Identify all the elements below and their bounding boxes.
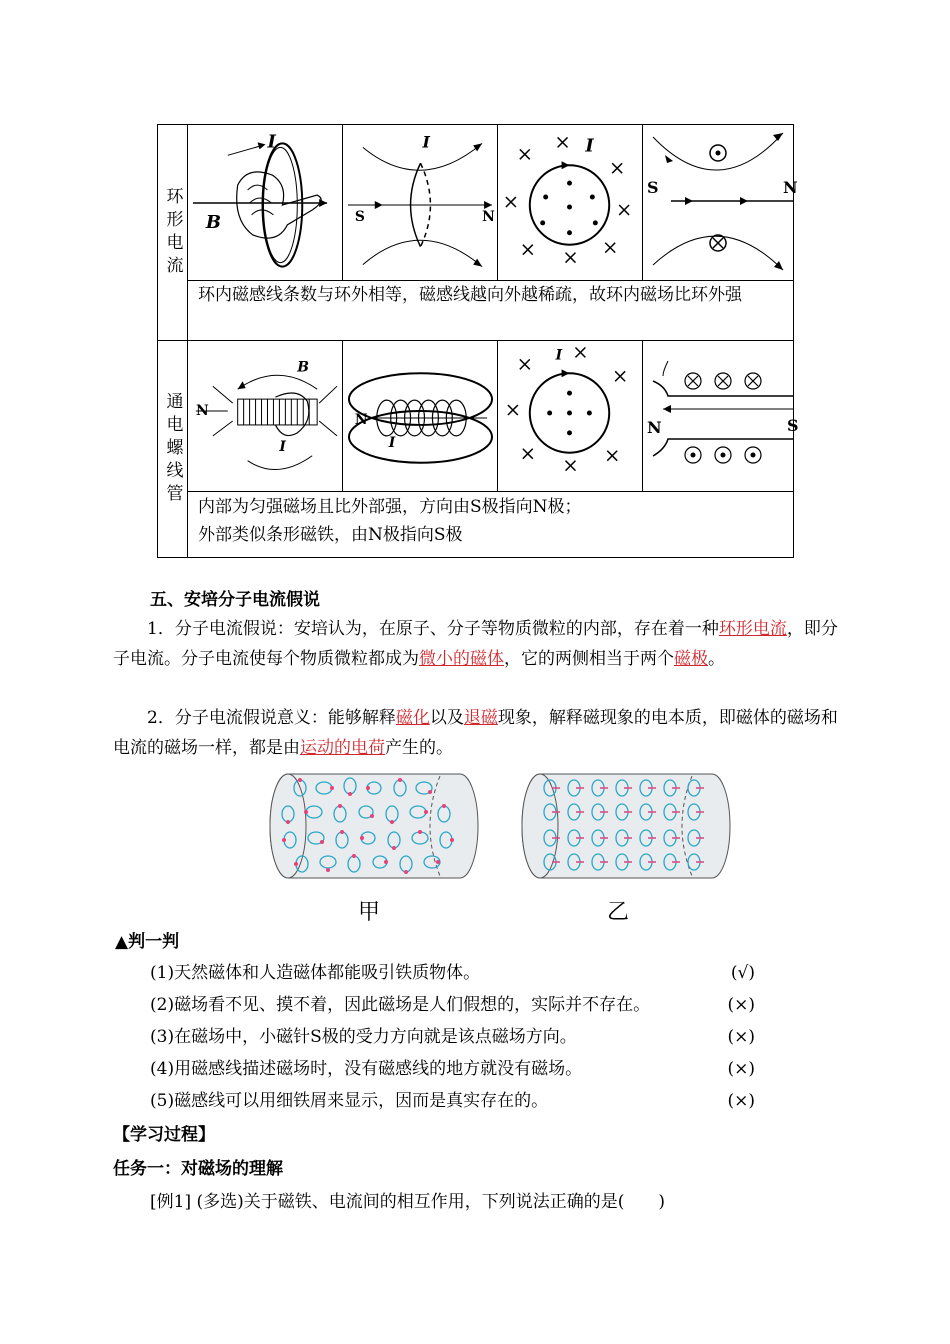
task-heading: 任务一：对磁场的理解 <box>113 1159 283 1179</box>
ring-fig1-field-label: B <box>205 211 221 233</box>
section5-paragraph2 <box>113 703 838 763</box>
ring-current-description: 环内磁感线条数与环外相等，磁感线越向外越稀疏，故环内磁场比环外强 <box>198 285 742 305</box>
p1-red-tiny-magnet: 微小的磁体 <box>419 649 504 669</box>
judge-item-3-answer: (×) <box>727 1027 755 1047</box>
ring-current-label-cell <box>158 125 188 340</box>
ring-current-label: 环形电流 <box>162 186 183 279</box>
field-table <box>157 124 799 558</box>
p1-text-b: ，即分子电流。分子电流使每个物质微粒都成为 <box>113 619 838 669</box>
judge-item-5-answer: (×) <box>727 1091 755 1111</box>
solenoid-fig4-south-label: S <box>787 416 799 435</box>
cylinder-yi-label: 乙 <box>607 900 630 925</box>
solenoid-fig1-north-label: N <box>195 403 209 420</box>
cylinder-jia-figure <box>260 766 480 891</box>
judge-item-1-text: (1)天然磁体和人造磁体都能吸引铁质物体。 <box>150 963 481 983</box>
section5-paragraph1 <box>113 614 838 674</box>
solenoid-row <box>158 341 799 557</box>
ring-hand-rule-figure <box>188 125 343 280</box>
judge-item-2 <box>150 990 755 1020</box>
judge-item-2-answer: (×) <box>727 995 755 1015</box>
solenoid-field-lines-figure <box>343 341 498 491</box>
ring-fig2-south-label: S <box>354 208 365 225</box>
judge-item-3-text: (3)在磁场中，小磁针S极的受力方向就是该点磁场方向。 <box>150 1027 577 1047</box>
solenoid-fig2-current-label: I <box>388 434 396 451</box>
p1-text-a: 1．分子电流假说：安培认为，在原子、分子等物质微粒的内部，存在着一种 <box>147 619 719 639</box>
judge-item-5-text: (5)磁感线可以用细铁屑来显示，因而是真实存在的。 <box>150 1091 549 1111</box>
ring-side-view-figure <box>643 125 798 280</box>
cylinder-jia-label: 甲 <box>358 900 381 925</box>
p1-red-poles: 磁极 <box>674 649 708 669</box>
ring-current-figures <box>188 125 798 281</box>
judge-item-2-text: (2)磁场看不见、摸不着，因此磁场是人们假想的，实际并不存在。 <box>150 995 651 1015</box>
ring-current-row <box>158 125 798 341</box>
solenoid-fig1-current-label: I <box>279 438 286 455</box>
p2-text-d: 产生的。 <box>385 738 453 758</box>
solenoid-description <box>198 493 783 549</box>
p2-red-moving-charge: 运动的电荷 <box>300 738 385 758</box>
solenoid-figures <box>188 341 799 492</box>
p1-red-current: 电流 <box>752 619 787 639</box>
process-heading: 【学习过程】 <box>113 1125 215 1145</box>
judge-item-3 <box>150 1022 755 1052</box>
p1-red-ring: 环形 <box>718 619 753 639</box>
section5-heading: 五、安培分子电流假说 <box>150 590 320 610</box>
example-1-question: [例1] (多选)关于磁铁、电流间的相互作用，下列说法正确的是( ) <box>150 1192 666 1212</box>
solenoid-desc-line1: 内部为匀强磁场且比外部强，方向由S极指向N极； <box>198 497 582 517</box>
ring-fig1-current-label: I <box>267 131 276 153</box>
p2-red-magnetize: 磁化 <box>395 708 430 728</box>
solenoid-label: 通电螺线管 <box>162 391 183 507</box>
judge-item-1-answer: (√) <box>730 963 755 983</box>
judge-heading: ▲判一判 <box>115 932 180 952</box>
judge-item-4-text: (4)用磁感线描述磁场时，没有磁感线的地方就没有磁场。 <box>150 1059 583 1079</box>
p2-text-b: 以及 <box>429 708 464 728</box>
ring-field-lines-figure <box>343 125 498 280</box>
solenoid-fig3-current-label: I <box>555 347 563 364</box>
ring-fig2-current-label: I <box>422 132 430 152</box>
solenoid-side-view-figure <box>643 341 799 491</box>
solenoid-hand-rule-figure <box>188 341 343 491</box>
p2-text-a: 2．分子电流假说意义：能够解释 <box>147 708 396 728</box>
p2-text-c: 现象，解释磁现象的电本质，即磁体的磁场和电流的磁场一样，都是由 <box>113 708 838 758</box>
ring-fig3-current-label: I <box>585 135 594 157</box>
judge-item-5 <box>150 1086 755 1116</box>
solenoid-fig4-north-label: N <box>647 418 662 437</box>
ring-fig2-north-label: N <box>482 208 495 225</box>
p1-text-c: ，它的两侧相当于两个 <box>504 649 674 669</box>
solenoid-label-cell <box>158 341 188 557</box>
judge-item-4-answer: (×) <box>727 1059 755 1079</box>
ring-fig4-north-label: N <box>783 178 798 197</box>
solenoid-desc-line2: 外部类似条形磁铁，由N极指向S极 <box>198 525 463 545</box>
p1-text-d: 。 <box>708 649 725 669</box>
cylinder-yi-figure <box>512 766 732 891</box>
ring-top-view-figure <box>498 125 643 280</box>
ring-fig4-south-label: S <box>647 178 659 197</box>
judge-item-1 <box>150 958 755 988</box>
solenoid-fig2-north-label: N <box>354 411 368 428</box>
solenoid-top-view-figure <box>498 341 643 491</box>
p2-red-demagnetize: 退磁 <box>463 708 498 728</box>
judge-item-4 <box>150 1054 755 1084</box>
solenoid-fig1-field-label: B <box>297 359 310 376</box>
